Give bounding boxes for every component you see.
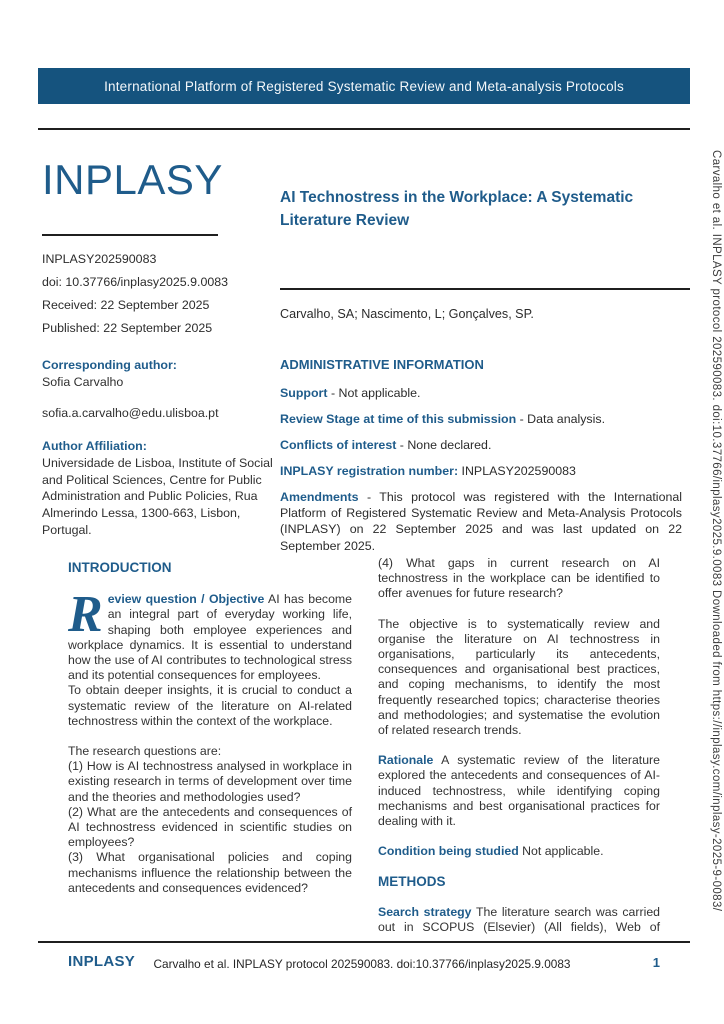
registration-value: INPLASY202590083 [458,463,576,478]
page-number: 1 [652,955,660,970]
authors-line: Carvalho, SA; Nascimento, L; Gonçalves, SP. [280,307,534,321]
affiliation-text: Universidade de Lisboa, Institute of Social and Political Sciences, Centre for Public Administration and Public Policies, Rua Almerindo Lessa, 1300-663, Lisbon, Portugal. [42,455,273,538]
support-value: - Not applicable. [327,386,421,400]
registration-row [280,463,682,479]
research-question-3: (3) What organisational policies and coping mechanisms influence the relationship between the antecedents and consequences evidenced? [68,850,352,895]
title-divider [280,288,690,290]
research-question-1: (1) How is AI technostress analysed in workplace in existing research in terms of development over time and the theories and methodologies used? [68,759,352,804]
introduction-heading: INTRODUCTION [68,560,172,575]
review-question-label: eview question / Objective [107,592,265,607]
received-date: Received: 22 September 2025 [42,298,210,313]
corresponding-author-name: Sofia Carvalho [42,375,124,390]
affiliation-label: Author Affiliation: [42,438,147,453]
corresponding-author-block [42,357,274,539]
support-row [280,385,682,401]
header-divider [38,128,690,130]
review-stage-label: Review Stage at time of this submission [280,411,517,426]
condition-row [378,844,660,859]
condition-label: Condition being studied [378,844,519,859]
conflicts-label: Conflicts of interest [280,437,397,452]
protocol-meta [42,252,274,335]
inplasy-logo: INPLASY [42,156,223,203]
body-column-right [378,556,660,935]
registration-label: INPLASY registration number: [280,463,459,478]
intro-lead-paragraph [68,586,352,683]
masthead [42,156,274,539]
conflicts-value: - None declared. [396,437,492,452]
amendments-paragraph [280,489,682,555]
amendments-label: Amendments [280,489,359,504]
conflicts-row [280,437,682,453]
research-question-2: (2) What are the antecedents and consequences of AI technostress evidenced in scientific studies on employees? [68,804,352,850]
objective-paragraph: The objective is to systematically review and organise the literature on AI technostress in organisations, particularly its antecedents, consequences and organisational best practices, and coping mechanisms, to identify the most frequently researched topics; characterise theories and methodologies; and systematise the evolution of related research trends. [378,616,660,738]
corresponding-author-email: sofia.a.carvalho@edu.ulisboa.pt [42,406,219,421]
amendments-value: - This protocol was registered with the International Platform of Registered Systematic Review and Meta-Analysis Protocols (INPLASY) on 22 September 2025 and was last updated on 22 September 2025. [280,489,682,553]
article-title: AI Technostress in the Workplace: A Systematic Literature Review [280,189,634,230]
corresponding-author-label: Corresponding author: [42,358,177,373]
rationale-label: Rationale [378,753,434,768]
body-column-left [68,560,352,896]
administrative-section [280,357,682,564]
condition-text: Not applicable. [518,844,604,859]
intro-paragraph-2: To obtain deeper insights, it is crucial to conduct a systematic review of the literature on AI-related technostress within the context of the workplace. [68,683,352,728]
platform-banner [38,68,690,104]
admin-heading: ADMINISTRATIVE INFORMATION [280,357,484,372]
rationale-text: A systematic review of the literature explored the antecedents and consequences of AI-induced technostress, while identifying coping mechanisms and best organisational practices for dealing with it. [378,753,660,829]
review-question-text: AI has become an integral part of everyday working life, shaping both employee experiences and workplace dynamics. It is essential to understand how the use of AI contributes to technological stress and its potential consequences for employees. [68,592,352,683]
registration-id: INPLASY202590083 [42,252,157,267]
methods-heading: METHODS [378,874,446,890]
support-label: Support [280,386,328,400]
platform-banner-text: International Platform of Registered Systematic Review and Meta-analysis Protocols [104,78,624,94]
research-question-4: (4) What gaps in current research on AI technostress in the workplace can be identified to offer avenues for future research? [378,556,660,601]
drop-cap: R [68,586,103,644]
search-strategy-label: Search strategy [378,904,472,919]
side-citation: Carvalho et al. INPLASY protocol 202590083. doi:10.37766/inplasy2025.9.0083 Downloaded from https://inplasy.com/inplasy-2025-9-0083/ [710,150,722,912]
search-strategy-paragraph [378,905,660,935]
footer-brand: INPLASY [68,953,136,970]
footer-divider [38,941,690,943]
footer-citation: Carvalho et al. INPLASY protocol 202590083. doi:10.37766/inplasy2025.9.0083 [153,957,571,971]
review-stage-row [280,411,682,427]
research-questions-intro: The research questions are: [68,744,222,759]
doi-line: doi: 10.37766/inplasy2025.9.0083 [42,275,229,290]
search-strategy-text: The literature search was carried out in SCOPUS (Elsevier) (All fields), Web of [378,904,660,934]
rationale-paragraph [378,753,660,829]
logo-divider [42,234,218,236]
review-stage-value: - Data analysis. [516,411,606,426]
published-date: Published: 22 September 2025 [42,321,213,336]
